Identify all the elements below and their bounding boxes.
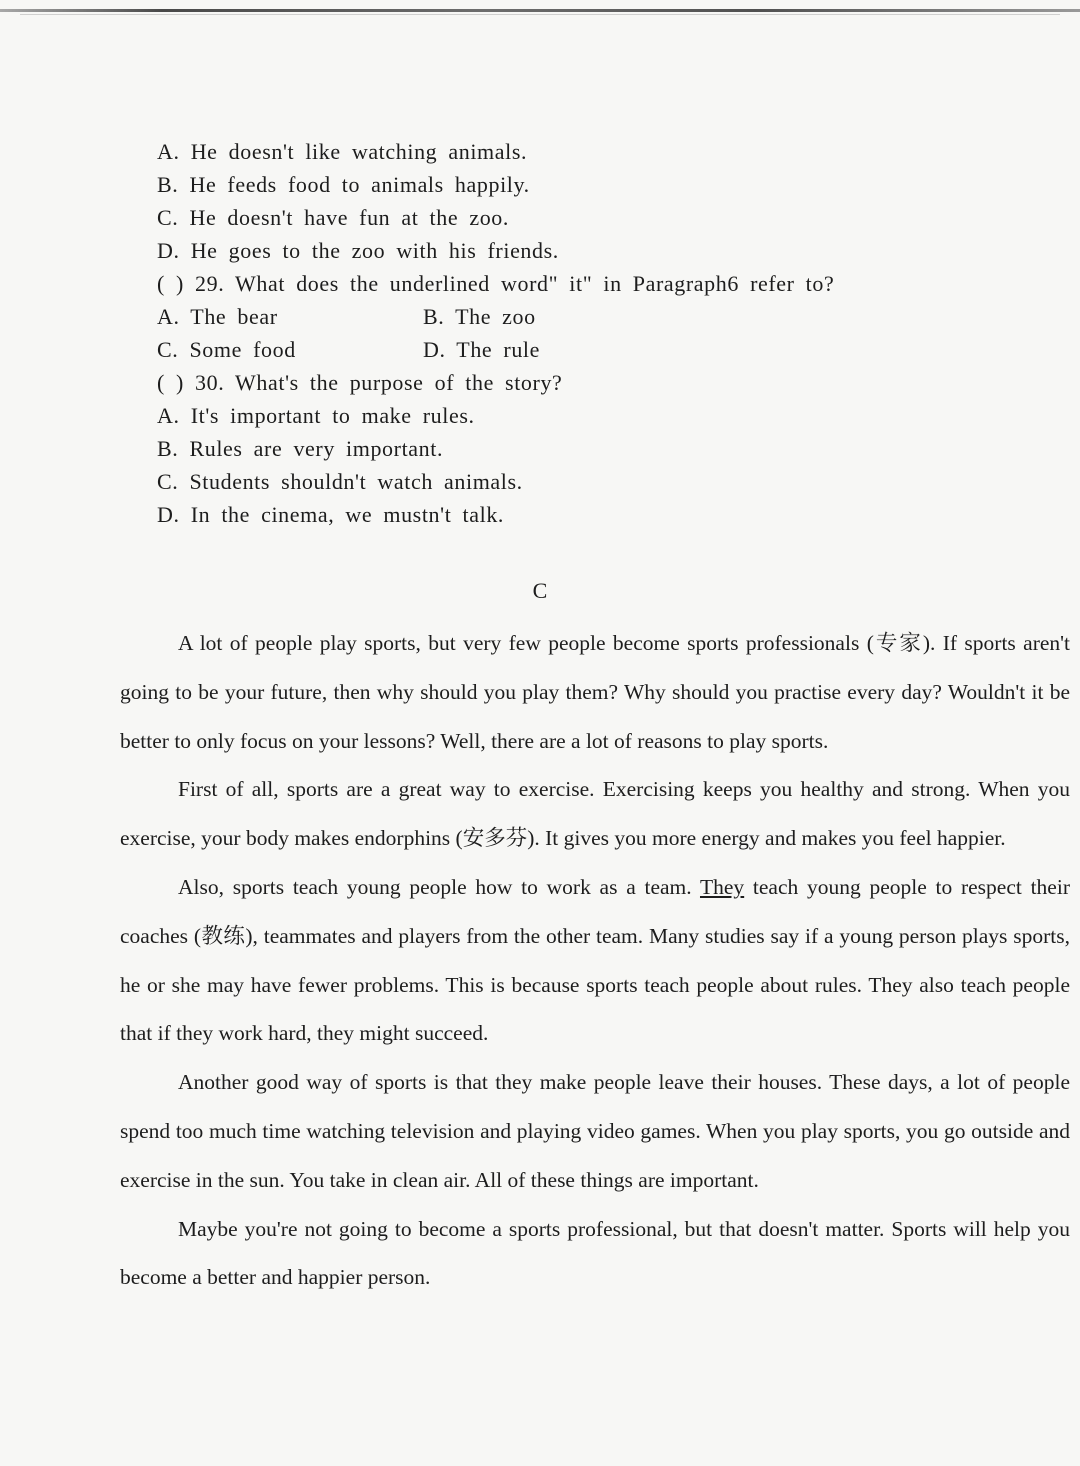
q30-option-d: D. In the cinema, we mustn't talk.	[157, 502, 505, 527]
page-top-border	[0, 9, 1080, 12]
passage-paragraph-4: Another good way of sports is that they make people leave their houses. These days, a lot of people spend too much time watching television and playing video games. When you play sports, you go outside and exercise in the sun. You take in clean air. All of these things are important.	[120, 1070, 1070, 1192]
passage-paragraph-2: First of all, sports are a great way to exercise. Exercising keeps you healthy and strong. When you exercise, your body makes endorphins (安多芬). It gives you more energy and makes you feel happier.	[120, 777, 1070, 851]
passage-paragraph-5: Maybe you're not going to become a sports professional, but that doesn't matter. Sports will help you become a better and happier person.	[120, 1216, 1070, 1290]
q30-option-a: A. It's important to make rules.	[157, 403, 475, 428]
q29-options-row-2	[157, 333, 957, 366]
q29-options-row-1	[157, 300, 957, 333]
passage-paragraph-3	[120, 863, 1070, 1058]
page-top-border-shadow	[20, 14, 1060, 15]
q29-option-b: B. The zoo	[423, 304, 536, 329]
paragraph-3-start: Also, sports teach young people how to work as a team.	[178, 874, 692, 899]
q30-option-c: C. Students shouldn't watch animals.	[157, 469, 523, 494]
reading-passage	[120, 619, 1070, 1302]
q29-option-a: A. The bear	[157, 304, 278, 329]
q29-option-d: D. The rule	[423, 337, 540, 362]
underlined-word: They	[699, 874, 745, 899]
passage-paragraph-1: A lot of people play sports, but very few people become sports professionals (专家). If sports aren't going to be your future, then why should you play them? Why should you practise every day? Wouldn't it be better to only focus on your lessons? Well, there are a lot of reasons to play sports.	[120, 631, 1070, 753]
section-heading: C	[532, 578, 548, 603]
paragraph-3-rest: teach young people to respect their coaches (教练), teammates and players from the other team. Many studies say if a young person plays sports, he or she may have fewer problems. This is because sports teach people about rules. They also teach people that if they work hard, they might succeed.	[120, 874, 1070, 1046]
q30-option-b: B. Rules are very important.	[157, 436, 444, 461]
question-block	[157, 135, 957, 531]
q28-option-d: D. He goes to the zoo with his friends.	[157, 238, 559, 263]
q28-option-a: A. He doesn't like watching animals.	[157, 139, 528, 164]
q29-option-c: C. Some food	[157, 337, 296, 362]
q28-option-c: C. He doesn't have fun at the zoo.	[157, 205, 510, 230]
q29-stem: ( ) 29. What does the underlined word" it" in Paragraph6 refer to?	[157, 271, 835, 296]
q30-stem: ( ) 30. What's the purpose of the story?	[157, 370, 563, 395]
q28-option-b: B. He feeds food to animals happily.	[157, 172, 530, 197]
